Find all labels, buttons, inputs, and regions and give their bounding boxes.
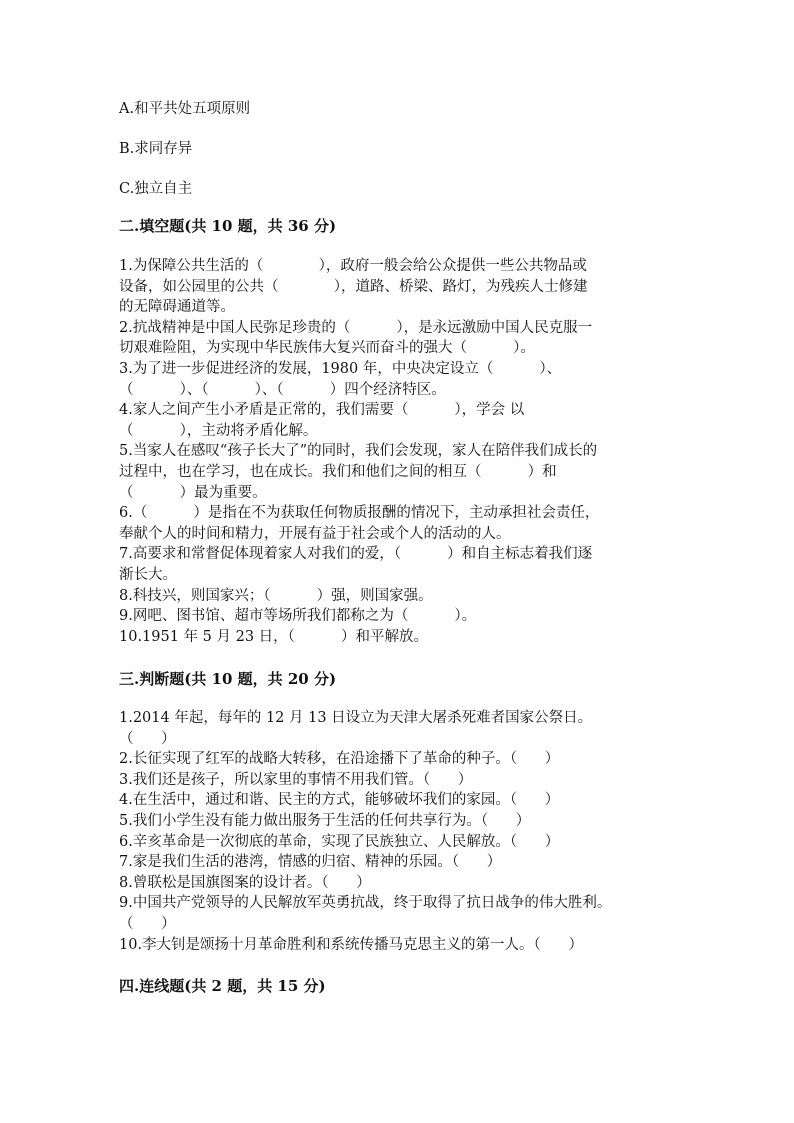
text-line: 9.中国共产党领导的人民解放军英勇抗战，终于取得了抗日战争的伟大胜利。 <box>119 895 612 912</box>
text-line: 1.2014 年起，每年的 12 月 13 日设立为天津大屠杀死难者国家公祭日。 <box>119 710 593 726</box>
text-line: 切艰难险阻，为实现中华民族伟大复兴而奋斗的强大（ ）。 <box>119 340 535 357</box>
text-line: 10.1951 年 5 月 23 日，（ ）和平解放。 <box>119 628 429 645</box>
text-line: （ ） <box>119 730 176 747</box>
text-line: 8.曾联松是国旗图案的设计者。（ ） <box>119 874 371 891</box>
text-line: 过程中，也在学习，也在成长。我们和他们之间的相互（ ）和 <box>119 463 557 480</box>
text-line: 9.网吧、图书馆、超市等场所我们都称之为（ ）。 <box>119 608 477 625</box>
text-line: 6.辛亥革命是一次彻底的革命，实现了民族独立、人民解放。（ ） <box>119 833 560 850</box>
text-line: 10.李大钊是颂扬十月革命胜利和系统传播马克思主义的第一人。（ ） <box>119 936 583 953</box>
true-false-questions <box>119 708 675 955</box>
text-line: 1.为保障公共生活的（ ），政府一般会给公众提供一些公共物品或 <box>119 258 587 274</box>
text-line: （ ）、（ ）、（ ）四个经济特区。 <box>119 381 446 398</box>
text-line: 8.科技兴，则国家兴；（ ）强，则国家强。 <box>119 587 433 604</box>
text-line: 的无障碍通道等。 <box>119 299 235 316</box>
fill-blank-questions <box>119 256 675 647</box>
text-line: 4.家人之间产生小矛盾是正常的，我们需要（ ），学会 以 <box>119 402 525 419</box>
text-line: 2.长征实现了红军的战略大转移，在沿途播下了革命的种子。（ ） <box>119 751 560 768</box>
text-line: 7.高要求和常督促体现着家人对我们的爱，（ ）和自主标志着我们逐 <box>119 546 593 563</box>
text-line: 7.家是我们生活的港湾，情感的归宿、精神的乐园。（ ） <box>119 854 502 871</box>
text-line: 渐长大。 <box>119 566 177 583</box>
text-line: 3.为了进一步促进经济的发展，1980 年，中央决定设立（ ）、 <box>119 360 562 377</box>
text-line: 奉献个人的时间和精力，开展有益于社会或个人的活动的人。 <box>119 525 511 542</box>
text-line: 6.（ ）是指在不为获取任何物质报酬的情况下，主动承担社会责任， <box>119 505 600 522</box>
section-true-false-title: 三.判断题(共 10 题，共 20 分) <box>119 670 337 688</box>
text-line: 5.当家人在感叹“孩子长大了”的同时，我们会发现，家人在陪伴我们成长的 <box>119 443 598 460</box>
option-b: B.求同存异 <box>119 141 193 157</box>
section-matching-title: 四.连线题(共 2 题，共 15 分) <box>119 977 326 995</box>
section-fill-blank-title: 二.填空题(共 10 题，共 36 分) <box>119 217 337 235</box>
text-line: 2.抗战精神是中国人民弥足珍贵的（ ），是永远激励中国人民克服一 <box>119 319 593 336</box>
text-line: （ ），主动将矛盾化解。 <box>119 422 318 439</box>
text-line: （ ） <box>119 915 176 932</box>
text-line: 设备，如公园里的公共（ ），道路、桥梁、路灯，为残疾人士修建 <box>119 278 588 295</box>
option-a: A.和平共处五项原则 <box>119 101 251 117</box>
text-line: 3.我们还是孩子，所以家里的事情不用我们管。（ ） <box>119 771 473 788</box>
text-line: 5.我们小学生没有能力做出服务于生活的任何共享行为。（ ） <box>119 812 531 829</box>
text-line: 4.在生活中，通过和谐、民主的方式，能够破坏我们的家园。（ ） <box>119 792 560 809</box>
text-line: （ ）最为重要。 <box>119 484 267 501</box>
option-c: C.独立自主 <box>119 181 193 197</box>
